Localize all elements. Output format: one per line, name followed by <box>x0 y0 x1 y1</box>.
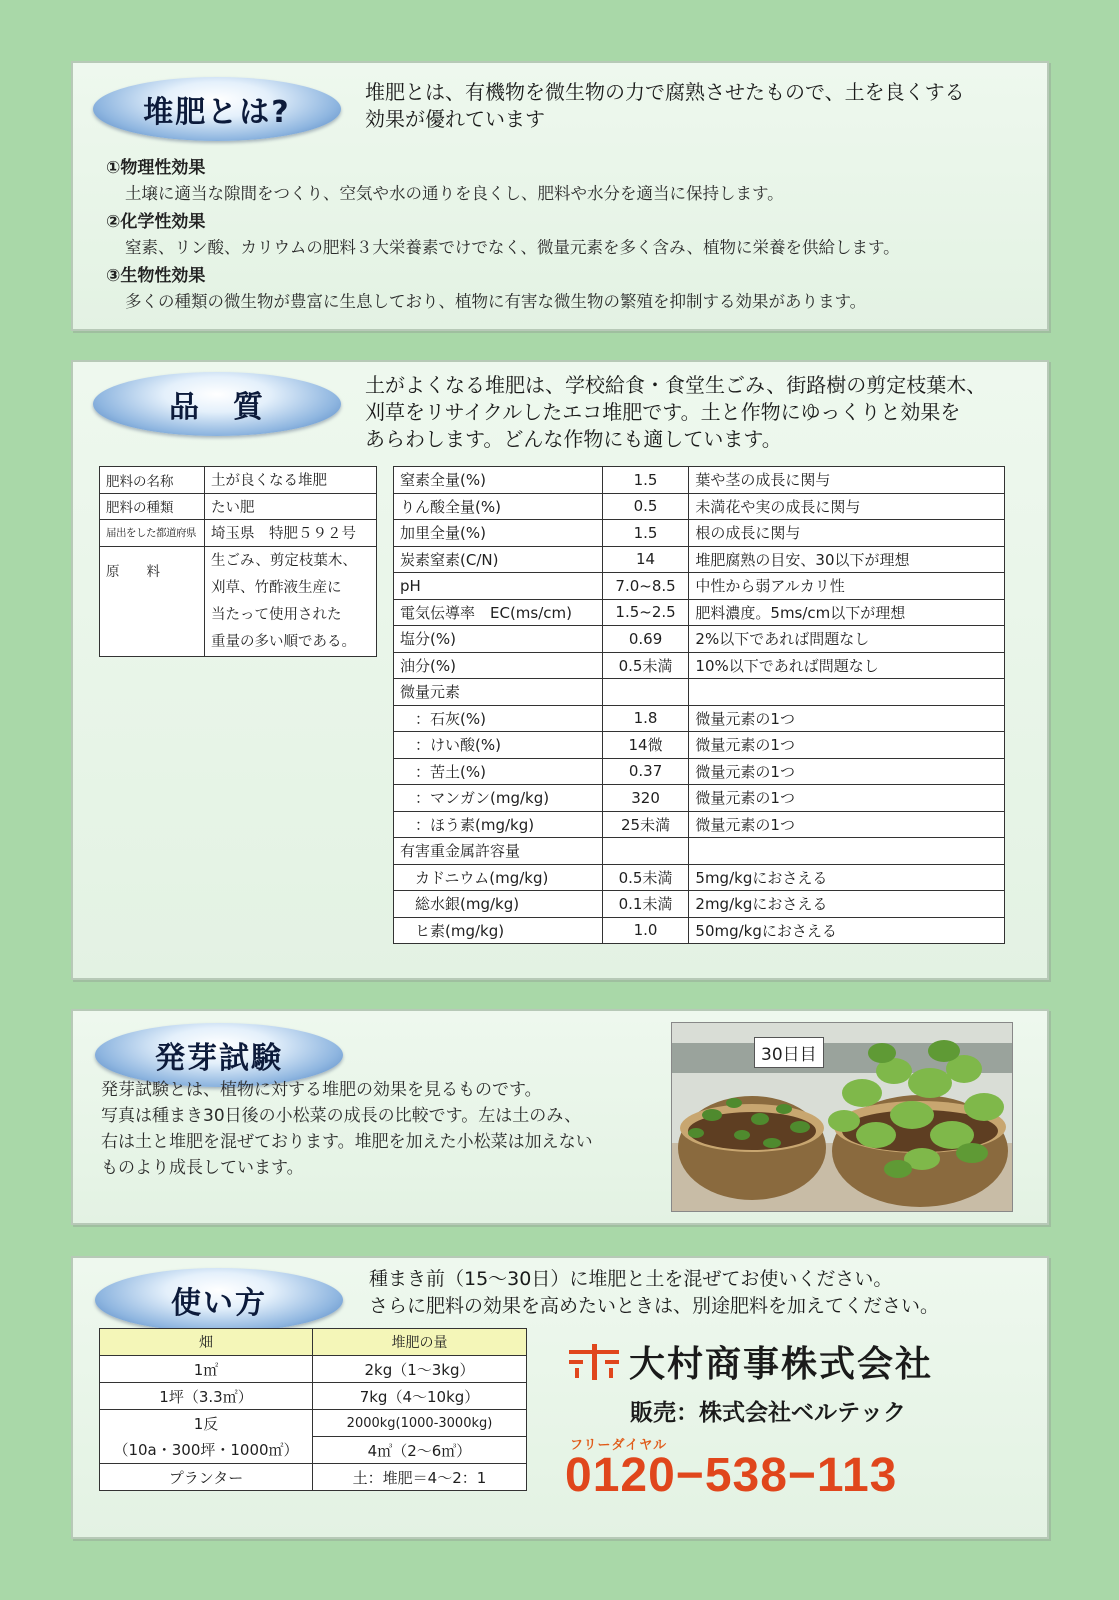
table-cell: 0.37 <box>602 758 689 785</box>
table-row <box>394 546 1005 573</box>
table-row <box>394 652 1005 679</box>
quality-heading-badge <box>93 372 341 436</box>
table-cell: 葉や茎の成長に関与 <box>689 467 1005 494</box>
materials-line: 当たって使用された <box>211 606 342 623</box>
table-cell: プランター <box>100 1464 313 1491</box>
table-row <box>394 811 1005 838</box>
table-cell: ：けい酸(%) <box>394 732 603 759</box>
lead-line: 土がよくなる堆肥は、学校給食・食堂生ごみ、街路樹の剪定枝葉木、 <box>365 373 987 397</box>
table-cell: 25未満 <box>602 811 689 838</box>
table-cell: 1坪（3.3㎡） <box>100 1383 313 1410</box>
company-name: 大村商事株式会社 <box>629 1344 934 1385</box>
table-cell: 原 料 <box>100 546 205 656</box>
table-row <box>394 520 1005 547</box>
lead-line: 種まき前（15～30日）に堆肥と土を混ぜてお使いください。 <box>369 1268 893 1290</box>
lead-line: 堆肥とは、有機物を微生物の力で腐熟させたもので、土を良くする <box>365 80 965 104</box>
table-cell: 4㎥（2～6㎥） <box>313 1437 527 1464</box>
table-cell <box>602 838 689 865</box>
table-cell: 2kg（1～3kg） <box>313 1356 527 1383</box>
table-row <box>100 1410 527 1437</box>
table-cell: 0.5 <box>602 493 689 520</box>
table-cell: 0.69 <box>602 626 689 653</box>
freedial-label: フリーダイヤル <box>570 1438 668 1453</box>
table-row <box>394 705 1005 732</box>
komatsuna-pots-image <box>672 1023 1012 1211</box>
table-cell: 0.5未満 <box>602 864 689 891</box>
table-row <box>100 1464 527 1491</box>
materials-line: 重量の多い順である。 <box>211 633 356 650</box>
table-header-row <box>100 1329 527 1356</box>
table-cell: 1.5 <box>602 467 689 494</box>
table-cell: 2000kg(1000-3000kg) <box>313 1410 527 1437</box>
table-cell <box>689 838 1005 865</box>
table-cell: 320 <box>602 785 689 812</box>
table-row <box>394 599 1005 626</box>
composition-table <box>393 466 1005 944</box>
table-cell: 油分(%) <box>394 652 603 679</box>
table-row <box>394 864 1005 891</box>
germination-heading: 発芽試験 <box>155 1041 283 1076</box>
table-row <box>394 467 1005 494</box>
table-cell: 窒素全量(%) <box>394 467 603 494</box>
table-cell: 1反 <box>100 1410 313 1437</box>
table-cell: 微量元素の1つ <box>689 758 1005 785</box>
table-cell: ：苦土(%) <box>394 758 603 785</box>
text-line: ものより成長しています。 <box>101 1158 304 1178</box>
chemical-effect-heading: ②化学性効果 <box>106 212 206 232</box>
table-cell: 微量元素 <box>394 679 603 706</box>
table-cell: 1.5~2.5 <box>602 599 689 626</box>
column-header: 堆肥の量 <box>313 1329 527 1356</box>
table-cell: カドニウム(mg/kg) <box>394 864 603 891</box>
lead-line: 刈草をリサイクルしたエコ堆肥です。土と作物にゆっくりと効果を <box>365 400 961 424</box>
about-compost-panel <box>71 61 1049 331</box>
table-cell: 50mg/kgにおさえる <box>689 917 1005 944</box>
table-row <box>394 785 1005 812</box>
table-cell: 10%以下であれば問題なし <box>689 652 1005 679</box>
table-cell: りん酸全量(%) <box>394 493 603 520</box>
about-compost-lead <box>365 79 965 133</box>
biological-effect-text: 多くの種類の微生物が豊富に生息しており、植物に有害な微生物の繁殖を抑制する効果があります。 <box>125 292 867 311</box>
table-cell: 微量元素の1つ <box>689 732 1005 759</box>
table-cell: 微量元素の1つ <box>689 785 1005 812</box>
physical-effect-heading: ①物理性効果 <box>106 158 206 178</box>
table-cell: 0.5未満 <box>602 652 689 679</box>
table-cell: 肥料の種類 <box>100 493 205 520</box>
table-cell: たい肥 <box>205 493 377 520</box>
table-row <box>100 1437 527 1464</box>
usage-panel <box>71 1256 1049 1539</box>
table-cell: 微量元素の1つ <box>689 811 1005 838</box>
table-row <box>394 758 1005 785</box>
table-cell: 塩分(%) <box>394 626 603 653</box>
seller-name: 販売：株式会社ベルテック <box>630 1400 906 1426</box>
table-cell: 0.1未満 <box>602 891 689 918</box>
table-row <box>394 679 1005 706</box>
table-cell: 5mg/kgにおさえる <box>689 864 1005 891</box>
lead-line: あらわします。どんな作物にも適しています。 <box>365 427 782 451</box>
table-cell: 加里全量(%) <box>394 520 603 547</box>
table-cell: 7.0~8.5 <box>602 573 689 600</box>
table-cell: 2mg/kgにおさえる <box>689 891 1005 918</box>
germination-panel <box>71 1009 1049 1225</box>
quality-panel <box>71 360 1049 980</box>
table-cell: 2%以下であれば問題なし <box>689 626 1005 653</box>
table-cell: 7kg（4～10kg） <box>313 1383 527 1410</box>
table-row <box>394 838 1005 865</box>
table-cell: 14 <box>602 546 689 573</box>
table-cell: 堆肥腐熟の目安、30以下が理想 <box>689 546 1005 573</box>
lead-line: 効果が優れています <box>365 107 545 131</box>
table-cell: ：ほう素(mg/kg) <box>394 811 603 838</box>
table-cell: 1.0 <box>602 917 689 944</box>
table-cell: 土：堆肥＝4～2：1 <box>313 1464 527 1491</box>
about-compost-heading: 堆肥とは? <box>143 95 291 130</box>
materials-cell <box>205 546 377 656</box>
table-cell: 14微 <box>602 732 689 759</box>
table-row <box>394 626 1005 653</box>
fertilizer-info-table <box>99 466 377 657</box>
table-row <box>100 546 377 656</box>
table-row <box>100 493 377 520</box>
text-line: 発芽試験とは、植物に対する堆肥の効果を見るものです。 <box>101 1080 542 1100</box>
about-compost-heading-badge <box>93 77 341 141</box>
table-cell: 届出をした都道府県 <box>100 520 205 547</box>
table-row <box>394 891 1005 918</box>
table-cell: 1.8 <box>602 705 689 732</box>
quality-lead <box>365 372 986 453</box>
table-row <box>394 573 1005 600</box>
table-cell: ：石灰(%) <box>394 705 603 732</box>
application-rate-table <box>99 1328 527 1491</box>
table-cell: （10a・300坪・1000㎡） <box>100 1437 313 1464</box>
table-row <box>100 1356 527 1383</box>
usage-heading: 使い方 <box>171 1286 267 1321</box>
lead-line: さらに肥料の効果を高めたいときは、別途肥料を加えてください。 <box>369 1295 940 1317</box>
table-cell: 肥料濃度。5ms/cm以下が理想 <box>689 599 1005 626</box>
table-cell: ヒ素(mg/kg) <box>394 917 603 944</box>
table-cell: 埼玉県 特肥５９２号 <box>205 520 377 547</box>
table-cell: 未満花や実の成長に関与 <box>689 493 1005 520</box>
germination-photo <box>671 1022 1013 1212</box>
table-row <box>100 520 377 547</box>
table-row <box>100 1383 527 1410</box>
table-row <box>394 493 1005 520</box>
table-cell: 土が良くなる堆肥 <box>205 467 377 494</box>
table-cell <box>602 679 689 706</box>
quality-heading: 品 質 <box>169 390 265 425</box>
phone-number[interactable]: 0120−538−113 <box>565 1449 898 1502</box>
germination-text <box>101 1077 593 1181</box>
materials-line: 刈草、竹酢液生産に <box>211 579 342 596</box>
table-cell: 肥料の名称 <box>100 467 205 494</box>
text-line: 右は土と堆肥を混ぜております。堆肥を加えた小松菜は加えない <box>101 1132 593 1152</box>
table-cell: pH <box>394 573 603 600</box>
column-header: 畑 <box>100 1329 313 1356</box>
materials-line: 生ごみ、剪定枝葉木、 <box>211 552 357 569</box>
company-logo-icon <box>565 1342 623 1382</box>
table-cell: ：マンガン(mg/kg) <box>394 785 603 812</box>
physical-effect-text: 土壌に適当な隙間をつくり、空気や水の通りを良くし、肥料や水分を適当に保持します。 <box>125 184 784 203</box>
table-cell: 中性から弱アルカリ性 <box>689 573 1005 600</box>
usage-lead <box>369 1266 939 1320</box>
table-cell: 根の成長に関与 <box>689 520 1005 547</box>
table-cell: 1㎡ <box>100 1356 313 1383</box>
table-cell: 有害重金属許容量 <box>394 838 603 865</box>
table-row <box>394 917 1005 944</box>
biological-effect-heading: ③生物性効果 <box>106 266 206 286</box>
table-cell: 総水銀(mg/kg) <box>394 891 603 918</box>
text-line: 写真は種まき30日後の小松菜の成長の比較です。左は土のみ、 <box>101 1106 582 1126</box>
table-cell: 炭素窒素(C/N) <box>394 546 603 573</box>
company-block <box>565 1336 933 1387</box>
table-row <box>100 467 377 494</box>
table-cell: 電気伝導率 EC(ms/cm) <box>394 599 603 626</box>
table-cell: 1.5 <box>602 520 689 547</box>
usage-heading-badge <box>95 1268 343 1332</box>
table-row <box>394 732 1005 759</box>
table-cell: 微量元素の1つ <box>689 705 1005 732</box>
table-cell <box>689 679 1005 706</box>
photo-day-label: 30日目 <box>754 1037 824 1068</box>
chemical-effect-text: 窒素、リン酸、カリウムの肥料３大栄養素でけでなく、微量元素を多く含み、植物に栄養を供給します。 <box>125 238 900 257</box>
